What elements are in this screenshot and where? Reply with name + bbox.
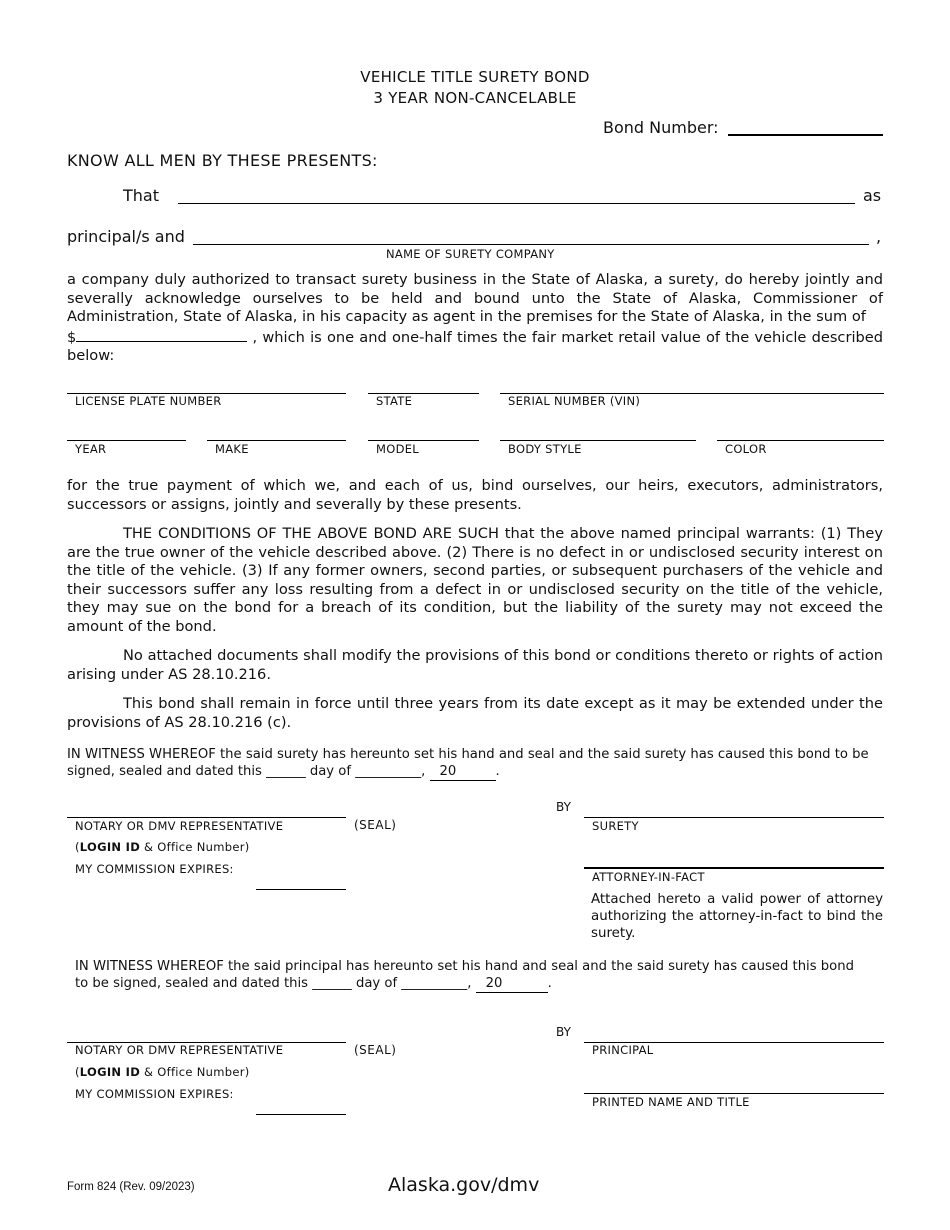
- surety-commission-label: MY COMMISSION EXPIRES:: [75, 862, 234, 876]
- principal-name-field[interactable]: [178, 203, 855, 204]
- principal-login-id-bold: LOGIN ID: [79, 1065, 141, 1079]
- dollar-sign: $: [67, 328, 77, 346]
- bond-paragraph: [67, 271, 883, 366]
- printed-name-line[interactable]: [584, 1093, 884, 1094]
- comma: ,: [876, 227, 882, 246]
- that-label: That: [123, 186, 159, 205]
- payment-paragraph: for the true payment of which we, and each of us, bind ourselves, our heirs, executors, administrators, successors or assigns, jointly and severally by these presents.: [67, 477, 883, 513]
- year-field[interactable]: [67, 440, 186, 441]
- attorney-label: ATTORNEY-IN-FACT: [592, 870, 705, 884]
- surety-label: SURETY: [592, 819, 639, 833]
- body-style-field[interactable]: [500, 440, 696, 441]
- know-all-heading: KNOW ALL MEN BY THESE PRESENTS:: [67, 151, 378, 170]
- body-style-label: BODY STYLE: [508, 442, 582, 456]
- bond-paragraph-text: a company duly authorized to transact surety business in the State of Alaska, a surety, do hereby jointly and severally acknowledge ourselves to be held and bound unto the State of Alaska, Commissioner of Administration, State of Alaska, in his capacity as agent in the premises for the State of Alaska, in the sum of: [67, 271, 883, 325]
- bond-number-field[interactable]: [728, 134, 883, 136]
- surety-notary-signature-line[interactable]: [67, 817, 346, 818]
- surety-year-field[interactable]: [430, 763, 496, 781]
- principal-commission-label: MY COMMISSION EXPIRES:: [75, 1087, 234, 1101]
- surety-by-label: BY: [556, 800, 571, 814]
- surety-notary-label: NOTARY OR DMV REPRESENTATIVE: [75, 819, 284, 833]
- surety-seal-label: (SEAL): [354, 818, 397, 832]
- principal-seal-label: (SEAL): [354, 1043, 397, 1057]
- principal-login-id: [75, 1065, 250, 1079]
- principal-witness-line1: IN WITNESS WHEREOF the said principal has hereunto set his hand and seal and the said surety has caused this bond: [75, 959, 854, 974]
- vin-label: SERIAL NUMBER (VIN): [508, 394, 641, 408]
- surety-witness-period: .: [495, 764, 500, 779]
- principal-witness-period: .: [547, 976, 552, 991]
- principal-notary-label: NOTARY OR DMV REPRESENTATIVE: [75, 1043, 284, 1057]
- bond-amount-field[interactable]: [76, 327, 247, 342]
- surety-company-field[interactable]: [193, 244, 869, 245]
- form-number: Form 824 (Rev. 09/2023): [67, 1181, 195, 1193]
- color-field[interactable]: [717, 440, 884, 441]
- surety-login-id-rest: & Office Number): [140, 840, 250, 854]
- form-title: VEHICLE TITLE SURETY BOND: [360, 68, 590, 86]
- surety-login-id: [75, 840, 250, 854]
- principal-commission-field[interactable]: [256, 1114, 346, 1115]
- surety-witness-line2: signed, sealed and dated this ______ day of __________,: [67, 764, 426, 779]
- principal-label: PRINCIPAL: [592, 1043, 654, 1057]
- principal-year-field[interactable]: [476, 975, 548, 993]
- surety-login-paren: (: [75, 840, 80, 854]
- make-field[interactable]: [207, 440, 346, 441]
- principal-witness-text: [75, 958, 887, 993]
- bond-paragraph-text-2: , which is one and one-half times the fair market retail value of the vehicle described below:: [67, 328, 884, 364]
- surety-login-id-bold: LOGIN ID: [79, 840, 141, 854]
- attorney-note: Attached hereto a valid power of attorney authorizing the attorney-in-fact to bind the surety.: [591, 892, 883, 941]
- principal-year-prefix: 20: [485, 976, 503, 991]
- model-field[interactable]: [368, 440, 479, 441]
- form-subtitle: 3 YEAR NON-CANCELABLE: [373, 89, 577, 107]
- conditions-paragraph: THE CONDITIONS OF THE ABOVE BOND ARE SUCH that the above named principal warrants: (1) They are the true owner of the vehicle described above. (2) There is no defect in or undisclosed security interest on the title of the vehicle. (3) If any former owners, second parties, or subsequent purchasers of the vehicle and their successors suffer any loss resulting from a defect in or undisclosed security on the title of the vehicle, they may sue on the bond for a breach of its condition, but the liability of the surety may not exceed the amount of the bond.: [67, 525, 883, 635]
- principals-and-label: principal/s and: [67, 227, 185, 246]
- model-label: MODEL: [376, 442, 420, 456]
- make-label: MAKE: [215, 442, 249, 456]
- principal-by-label: BY: [556, 1025, 571, 1039]
- license-plate-label: LICENSE PLATE NUMBER: [75, 394, 222, 408]
- color-label: COLOR: [725, 442, 767, 456]
- as-label: as: [863, 186, 882, 205]
- principal-login-id-rest: & Office Number): [140, 1065, 250, 1079]
- year-label: YEAR: [75, 442, 107, 456]
- surety-company-caption: NAME OF SURETY COMPANY: [386, 247, 555, 261]
- surety-witness-line1: IN WITNESS WHEREOF the said surety has hereunto set his hand and seal and the said surety has caused this bond to be: [67, 747, 869, 762]
- bond-number-label: Bond Number:: [603, 118, 719, 137]
- surety-witness-text: [67, 746, 887, 781]
- surety-commission-field[interactable]: [256, 889, 346, 890]
- principal-login-paren: (: [75, 1065, 80, 1079]
- website-link[interactable]: Alaska.gov/dmv: [388, 1174, 540, 1196]
- state-label: STATE: [376, 394, 413, 408]
- surety-signature-line[interactable]: [584, 817, 884, 818]
- attorney-signature-line[interactable]: [584, 867, 884, 869]
- attachments-paragraph: No attached documents shall modify the provisions of this bond or conditions thereto or rights of action arising under AS 28.10.216.: [67, 647, 883, 683]
- principal-witness-line2: to be signed, sealed and dated this ______ day of __________,: [75, 976, 472, 991]
- printed-name-label: PRINTED NAME AND TITLE: [592, 1095, 750, 1109]
- surety-year-prefix: 20: [439, 764, 457, 779]
- duration-paragraph: This bond shall remain in force until three years from its date except as it may be extended under the provisions of AS 28.10.216 (c).: [67, 695, 883, 731]
